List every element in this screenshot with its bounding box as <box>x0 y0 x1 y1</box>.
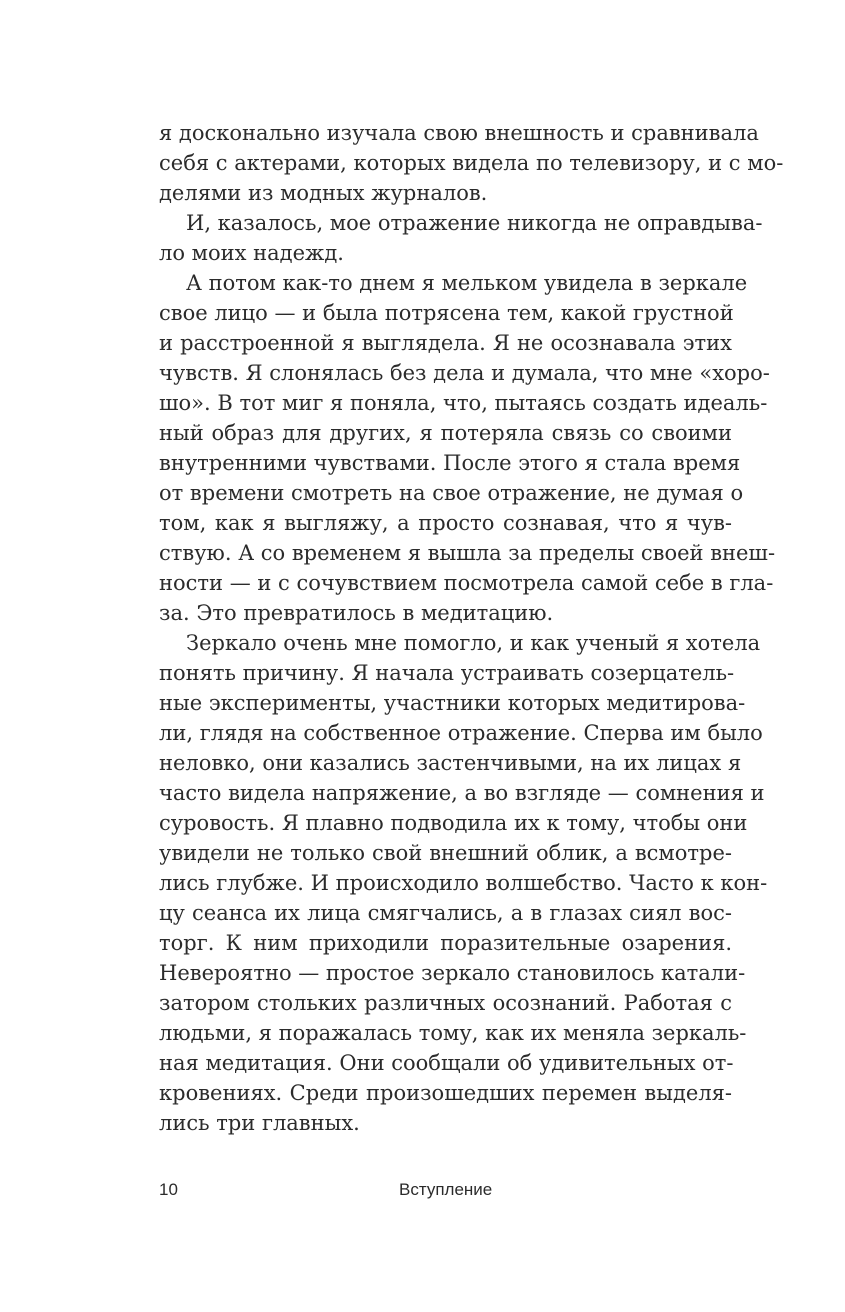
body-text <box>159 118 784 1138</box>
text-line: внутренними чувствами. После этого я стала время <box>159 451 741 475</box>
text-line: И, казалось, мое отражение никогда не оправдыва- <box>186 211 763 235</box>
text-line: за. Это превратилось в медитацию. <box>159 601 554 625</box>
text-line: ная медитация. Они сообщали об удивительных от- <box>159 1051 734 1075</box>
text-line: Невероятно — простое зеркало становилось катали- <box>159 961 746 985</box>
text-line: цу сеанса их лица смягчались, а в глазах сиял вос- <box>159 901 732 925</box>
paragraph <box>159 628 768 1138</box>
text-line: свое лицо — и была потрясена тем, какой грустной <box>159 301 734 325</box>
text-line: делями из модных журналов. <box>159 181 488 205</box>
text-line: том, как я выгляжу, а просто сознавая, что я чув- <box>159 511 732 535</box>
text-line: Зеркало очень мне помогло, и как ученый я хотела <box>186 631 761 655</box>
text-line: себя с актерами, которых видела по телевизору, и с мо- <box>159 151 784 175</box>
text-line: ный образ для других, я потеряла связь со своими <box>159 421 732 445</box>
text-line: затором стольких различных осознаний. Работая с <box>159 991 732 1015</box>
text-line: неловко, они казались застенчивыми, на их лицах я <box>159 751 742 775</box>
text-line: ло моих надежд. <box>159 241 344 265</box>
text-line: от времени смотреть на свое отражение, не думая о <box>159 481 744 505</box>
text-line: увидели не только свой внешний облик, а всмотре- <box>159 841 732 865</box>
page-number: 10 <box>159 1180 178 1199</box>
text-line: лись три главных. <box>159 1111 360 1135</box>
text-line: шо». В тот миг я поняла, что, пытаясь создать идеаль- <box>159 391 768 415</box>
text-line: часто видела напряжение, а во взгляде — сомнения и <box>159 781 765 805</box>
text-line: ные эксперименты, участники которых медитирова- <box>159 691 746 715</box>
paragraph <box>159 268 776 628</box>
text-line: ности — и с сочувствием посмотрела самой себе в гла- <box>159 571 774 595</box>
text-line: чувств. Я слонялась без дела и думала, что мне «хоро- <box>159 361 770 385</box>
text-line: ствую. А со временем я вышла за пределы своей внеш- <box>159 541 776 565</box>
paragraph <box>159 118 784 208</box>
running-head: Вступление <box>399 1180 493 1199</box>
text-line: суровость. Я плавно подводила их к тому, чтобы они <box>159 811 748 835</box>
paragraph <box>159 208 763 268</box>
text-line: понять причину. Я начала устраивать созерцатель- <box>159 661 735 685</box>
text-line: я досконально изучала свою внешность и сравнивала <box>159 121 759 145</box>
text-line: ли, глядя на собственное отражение. Сперва им было <box>159 721 763 745</box>
text-line: А потом как-то днем я мельком увидела в зеркале <box>186 271 748 295</box>
text-line: торг. К ним приходили поразительные озарения. <box>159 931 732 955</box>
text-line: лись глубже. И происходило волшебство. Часто к кон- <box>159 871 768 895</box>
text-line: и расстроенной я выглядела. Я не осознавала этих <box>159 331 732 355</box>
text-line: людьми, я поражалась тому, как их меняла зеркаль- <box>159 1021 747 1045</box>
text-line: кровениях. Среди произошедших перемен выделя- <box>159 1081 732 1105</box>
